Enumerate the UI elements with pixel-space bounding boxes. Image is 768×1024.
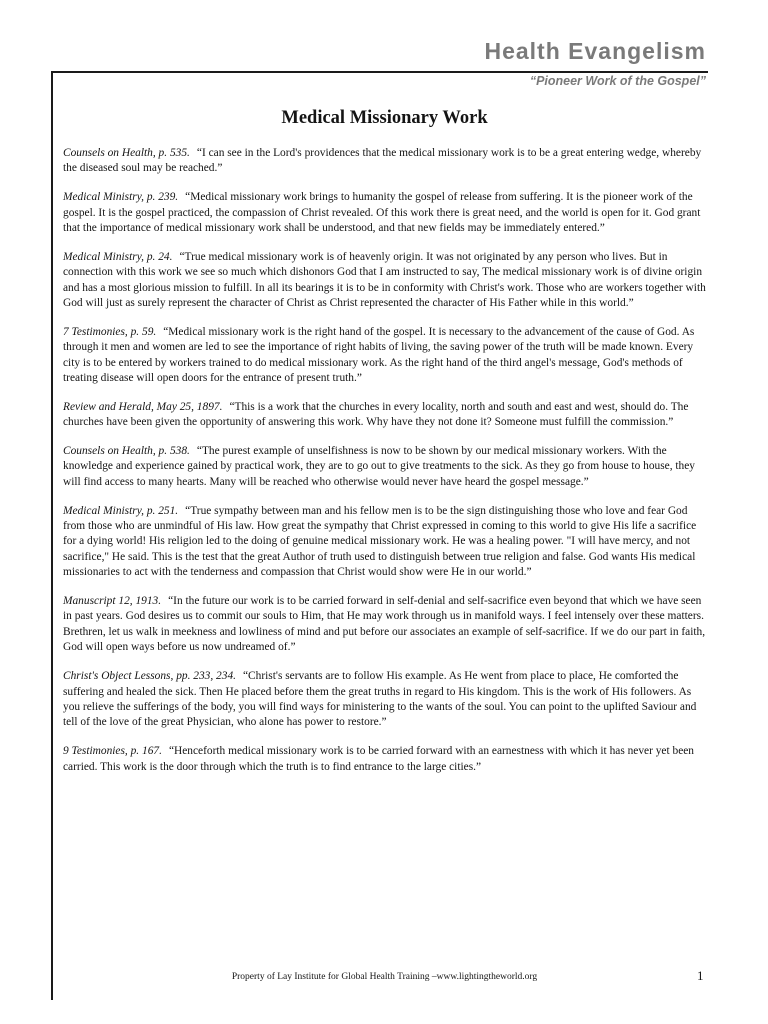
left-margin-rule: [51, 72, 53, 1000]
quote-citation: Manuscript 12, 1913.: [63, 595, 162, 608]
quote-paragraph: [63, 146, 706, 177]
header-subtitle: “Pioneer Work of the Gospel”: [529, 74, 706, 88]
quote-paragraph: [63, 400, 706, 431]
quote-paragraph: [63, 744, 706, 775]
footer-text: Property of Lay Institute for Global Health Training –www.lightingtheworld.org: [231, 972, 538, 982]
quote-paragraph: [63, 504, 706, 581]
quote-text: “Henceforth medical missionary work is to be carried forward with an earnestness with which it has never yet been carried. This work is the door through which the truth is to find entrance to the large cities.”: [63, 745, 695, 773]
quote-citation: Medical Ministry, p. 251.: [63, 504, 179, 517]
quote-citation: Medical Ministry, p. 24.: [63, 250, 173, 263]
quote-text: “This is a work that the churches in every locality, north and south and east and west, should do. The churches have been given the opportunity of answering this work. Why have they not done it? Someone must fulfill the commission.”: [63, 400, 689, 429]
header-rule: [51, 71, 708, 73]
page-title: Medical Missionary Work: [281, 108, 488, 128]
quote-paragraph: [63, 444, 706, 490]
quote-paragraph: [63, 594, 706, 656]
quote-citation: Counsels on Health, p. 538.: [63, 445, 190, 458]
header-title: Health Evangelism: [484, 38, 706, 64]
quote-text: “Medical missionary work is the right hand of the gospel. It is necessary to the advancement of the cause of God. As through it men and women are led to see the importance of right habits of living, the saving power of the truth will be made known. Every city is to be entered by workers trained to do medical missionary work. As the right hand of the third angel's message, God's methods of treating disease will open doors for the entrance of present truth.”: [63, 325, 695, 385]
quote-text: “The purest example of unselfishness is now to be shown by our medical missionary workers. With the knowledge and experience gained by practical work, they are to go out to give treatments to the sick. As they go from house to house, they will find access to many hearts. Many will be reached who otherwise would never have heard the gospel message.”: [63, 445, 696, 488]
quote-citation: Counsels on Health, p. 535.: [63, 147, 190, 159]
quote-text: “Medical missionary work brings to humanity the gospel of release from suffering. It is the pioneer work of the gospel. It is the gospel practiced, the compassion of Christ revealed. Of this work there is great need, and the world is open for it. God grant that the importance of medical missionary work shall be understood, and that new fields may be immediately entered.”: [63, 191, 701, 235]
page-number: 1: [697, 968, 704, 983]
quote-text: “True sympathy between man and his fellow men is to be the sign distinguishing those who love and fear God from those who are unmindful of His law. How great the sympathy that Christ expressed in coming to this world to give His life a sacrifice for a dying world! His religion led to the doing of genuine medical missionary work. He was a healing power. "I will have mercy, and not sacrifice," He said. This is the test that the great Author of truth used to distinguish between true religion and false. God wants His medical missionaries to act with the tenderness and compassion that Christ would show were He in our world.”: [63, 504, 697, 579]
quote-paragraph: [63, 669, 706, 731]
quote-citation: Christ's Object Lessons, pp. 233, 234.: [63, 670, 236, 683]
quote-citation: Medical Ministry, p. 239.: [63, 191, 179, 204]
quotes-list: [63, 146, 706, 788]
quote-text: “Christ's servants are to follow His example. As He went from place to place, He comforted the suffering and healed the sick. Then He placed before them the great truths in regard to His kingdom. This is the work of His followers. As you relieve the sufferings of the body, you will find ways for ministering to the wants of the soul. You can point to the uplifted Saviour and tell of the love of the great Physician, who alone has power to restore.”: [63, 670, 697, 729]
quote-text: “I can see in the Lord's providences that the medical missionary work is to be a great entering wedge, whereby the diseased soul may be reached.”: [63, 147, 702, 175]
quote-citation: Review and Herald, May 25, 1897.: [63, 400, 223, 413]
quote-citation: 7 Testimonies, p. 59.: [63, 325, 157, 338]
quote-paragraph: [63, 250, 706, 312]
quote-paragraph: [63, 325, 706, 387]
quote-text: “In the future our work is to be carried forward in self-denial and self-sacrifice even beyond that which we have seen in past years. God desires us to commit our souls to Him, that He may work through us in manifold ways. I feel intensely over these matters. Brethren, let us walk in meekness and lowliness of mind and put before our associates an example of self-sacrifice. If we do our part in faith, God will open ways before us now undreamed of.”: [63, 595, 706, 654]
quote-paragraph: [63, 190, 706, 236]
quote-text: “True medical missionary work is of heavenly origin. It was not originated by any person who lives. But in connection with this work we see so much which dishonors God that I am instructed to say, The medical missionary work is of divine origin and has a most glorious mission to fulfill. In all its bearings it is to be in conformity with Christ's work. Those who are workers together with God will just as surely represent the character of Christ as Christ represented the character of His Father while in this world.”: [63, 250, 706, 310]
quote-citation: 9 Testimonies, p. 167.: [63, 745, 162, 758]
